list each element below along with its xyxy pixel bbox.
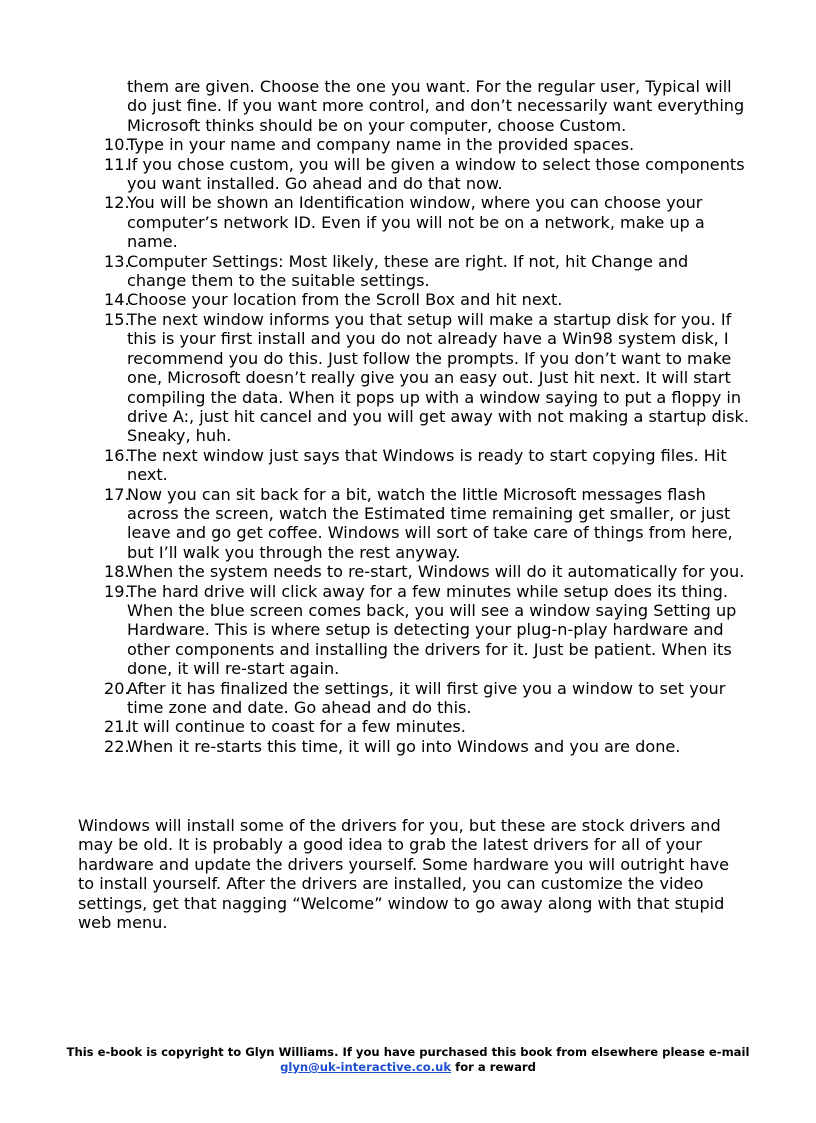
step-text: Type in your name and company name in the provided spaces. bbox=[127, 135, 635, 155]
step-number: 19. bbox=[104, 581, 130, 601]
step-item-12 bbox=[100, 193, 750, 251]
step-text: Computer Settings: Most likely, these are right. If not, hit Change and change them to the suitable settings. bbox=[127, 251, 689, 291]
step-text: Choose your location from the Scroll Box and hit next. bbox=[127, 290, 563, 310]
step-text: them are given. Choose the one you want. For the regular user, Typical will do just fine. If you want more control, and don’t necessarily want everything Microsoft thinks should be on your computer, choose Custom. bbox=[127, 77, 745, 135]
step-text: The next window informs you that setup will make a startup disk for you. If this is your first install and you do not already have a Win98 system disk, I recommend you do this. Just follow the prompts. If you don’t want to make one, Microsoft doesn’t really give you an easy out. Just hit next. It will start compiling the data. When it pops up with a window saying to put a floppy in drive A:, just hit cancel and you will get away with not making a startup disk. Sneaky, huh. bbox=[127, 309, 749, 446]
step-number: 14. bbox=[104, 290, 130, 310]
step-item-19 bbox=[100, 582, 750, 679]
step-item-15 bbox=[100, 310, 750, 446]
step-item-14 bbox=[100, 290, 750, 309]
step-text: Now you can sit back for a bit, watch the little Microsoft messages flash across the screen, watch the Estimated time remaining get smaller, or just leave and go get coffee. Windows will sort of take care of things from here, but I’ll walk you through the rest anyway. bbox=[127, 484, 733, 562]
step-text: The next window just says that Windows is ready to start copying files. Hit next. bbox=[127, 445, 727, 485]
step-number: 16. bbox=[104, 445, 130, 465]
copyright-footer bbox=[60, 1045, 756, 1075]
step-number: 17. bbox=[104, 484, 130, 504]
step-text: After it has finalized the settings, it will first give you a window to set your time zone and date. Go ahead and do this. bbox=[127, 678, 726, 717]
drivers-summary-paragraph: Windows will install some of the drivers for you, but these are stock drivers and may be old. It is probably a good idea to grab the latest drivers for all of your hardware and update the drivers yourself. Some hardware you will outright have to install yourself. After the drivers are installed, you can customize the video settings, get that nagging “Welcome” window to go away along with that stupid web menu. bbox=[78, 816, 730, 933]
step-number: 11. bbox=[104, 154, 130, 174]
step-item-22 bbox=[100, 737, 750, 756]
step-number: 15. bbox=[104, 309, 130, 329]
step-item-10 bbox=[100, 135, 750, 154]
step-number: 13. bbox=[104, 251, 130, 271]
step-item-13 bbox=[100, 252, 750, 291]
step-number: 22. bbox=[104, 736, 130, 756]
step-number: 12. bbox=[104, 193, 130, 213]
step-item-9-continuation bbox=[100, 77, 750, 135]
step-number: 21. bbox=[104, 717, 130, 737]
step-text: The hard drive will click away for a few minutes while setup does its thing. When the blue screen comes back, you will see a window saying Setting up Hardware. This is where setup is detecting your plug-n-play hardware and other components and installing the drivers for it. Just be patient. When its done, it will re-start again. bbox=[127, 581, 737, 679]
step-text: If you chose custom, you will be given a window to select those components you want installed. Go ahead and do that now. bbox=[127, 154, 745, 194]
step-text: It will continue to coast for a few minutes. bbox=[127, 717, 466, 737]
step-text: You will be shown an Identification window, where you can choose your computer’s network ID. Even if you will not be on a network, make up a name. bbox=[127, 193, 705, 252]
step-number: 10. bbox=[104, 135, 130, 155]
step-item-18 bbox=[100, 562, 750, 581]
step-text: When the system needs to re-start, Windows will do it automatically for you. bbox=[127, 562, 745, 582]
step-text: When it re-starts this time, it will go into Windows and you are done. bbox=[127, 736, 681, 756]
step-item-16 bbox=[100, 446, 750, 485]
footer-email-link[interactable]: glyn@uk-interactive.co.uk bbox=[280, 1060, 452, 1074]
step-number: 20. bbox=[104, 678, 130, 698]
step-item-20 bbox=[100, 679, 750, 718]
installation-steps-list bbox=[100, 77, 750, 756]
step-item-11 bbox=[100, 155, 750, 194]
footer-text-after: for a reward bbox=[455, 1060, 536, 1074]
step-item-17 bbox=[100, 485, 750, 563]
step-item-21 bbox=[100, 717, 750, 736]
step-number: 18. bbox=[104, 562, 130, 582]
footer-text-before: This e-book is copyright to Glyn Williams. If you have purchased this book from elsewhere please e-mail bbox=[66, 1045, 750, 1059]
